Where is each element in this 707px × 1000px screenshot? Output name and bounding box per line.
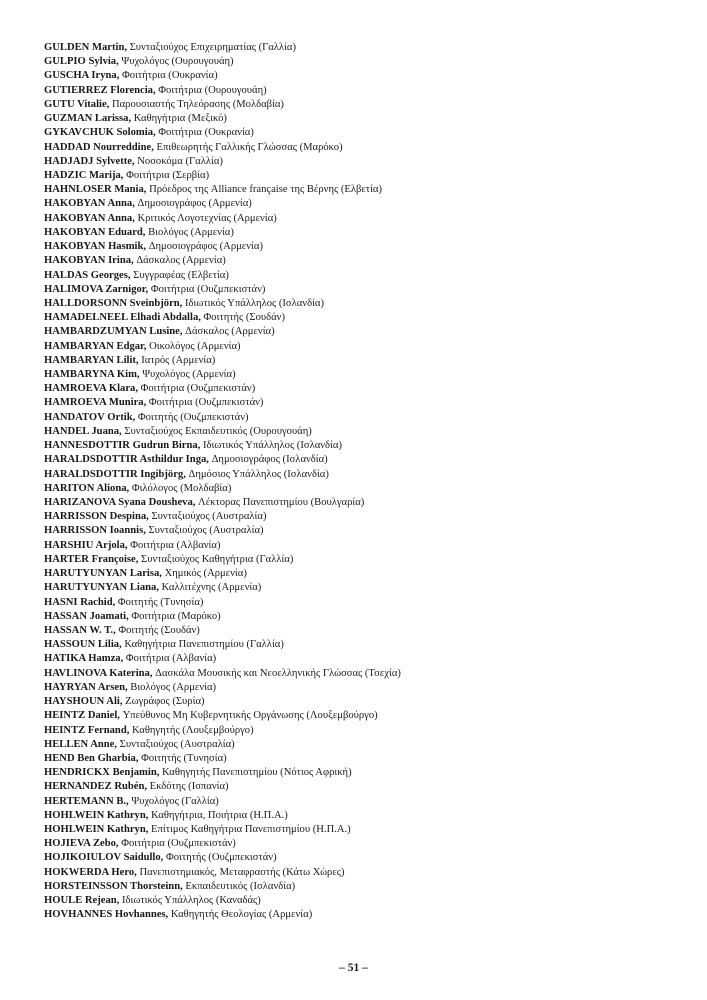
list-item — [44, 382, 684, 396]
list-item — [44, 439, 684, 453]
entry-name: GUTIERREZ Florencia, — [44, 84, 156, 96]
entry-description: Συνταξιούχος Επιχειρηματίας (Γαλλία) — [126, 42, 296, 53]
entry-description: Πανεπιστημιακός, Μεταφραστής (Κάτω Χώρες) — [136, 866, 345, 878]
entry-description: Νοσοκόμα (Γαλλία) — [134, 155, 223, 167]
entry-name: HASNI Rachid, — [44, 596, 116, 608]
entry-description: Εκπαιδευτικός (Ισλανδία) — [182, 880, 296, 892]
list-item — [44, 126, 684, 140]
entry-description: Φοιτητής (Τυνησία) — [138, 752, 227, 764]
entry-description: Συνταξιούχος (Αυστραλία) — [145, 525, 264, 537]
list-item — [44, 482, 684, 496]
list-item — [44, 766, 684, 780]
entry-name: HERTEMANN B., — [44, 795, 129, 807]
entry-name: HARALDSDOTTIR Asthildur Inga, — [44, 454, 209, 466]
entry-name: HAKOBYAN Irina, — [44, 255, 134, 267]
entry-name: HAKOBYAN Anna, — [44, 212, 135, 224]
entry-description: Συνταξιούχος (Αυστραλία) — [148, 511, 267, 523]
entry-description: Επίτιμος Καθηγήτρια Πανεπιστημίου (Η.Π.Α.) — [148, 824, 351, 836]
list-item — [44, 652, 684, 666]
entry-name: HATIKA Hamza, — [44, 653, 124, 665]
entry-description: Φοιτήτρια (Ουζμπεκιστάν) — [146, 397, 264, 409]
list-item — [44, 496, 684, 510]
entry-name: HARUTYUNYAN Liana, — [44, 582, 159, 594]
entry-name: HENDRICKX Benjamin, — [44, 767, 160, 779]
entry-description: Φοιτήτρια (Ουζμπεκιστάν) — [118, 838, 236, 850]
list-item — [44, 539, 684, 553]
entry-description: Φοιτητής (Ουζμπεκιστάν) — [135, 411, 249, 423]
list-item — [44, 396, 684, 410]
list-item — [44, 894, 684, 908]
entry-description: Εκδότης (Ισπανία) — [147, 781, 229, 793]
list-item — [44, 112, 684, 126]
entry-name: GUSCHA Iryna, — [44, 70, 120, 82]
entry-name: HALLDORSONN Sveinbjörn, — [44, 297, 183, 309]
list-item — [44, 695, 684, 709]
entry-description: Ζωγράφος (Συρία) — [122, 696, 205, 708]
entry-name: HAMROEVA Klara, — [44, 383, 138, 395]
list-item — [44, 155, 684, 169]
list-item — [44, 581, 684, 595]
list-item — [44, 837, 684, 851]
entry-description: Συνταξιούχος Καθηγήτρια (Γαλλία) — [138, 553, 294, 565]
entry-name: HALIMOVA Zarnigor, — [44, 283, 149, 295]
entry-description: Δημόσιος Υπάλληλος (Ισλανδία) — [185, 468, 329, 480]
list-item — [44, 681, 684, 695]
entry-description: Φοιτήτρια (Ουκρανία) — [119, 70, 218, 82]
entry-description: Καθηγητής Πανεπιστημίου (Νότιος Αφρική) — [159, 767, 352, 779]
list-item — [44, 596, 684, 610]
entry-description: Φοιτήτρια (Ουκρανία) — [155, 127, 254, 139]
entry-description: Φιλόλογος (Μολδαβία) — [129, 482, 232, 494]
entry-description: Φοιτήτρια (Ουζμπεκιστάν) — [148, 283, 266, 295]
entry-name: HORSTEINSSON Thorsteinn, — [44, 880, 183, 892]
list-item — [44, 41, 684, 55]
list-item — [44, 197, 684, 211]
list-item — [44, 340, 684, 354]
entry-name: HARTER Françoise, — [44, 553, 139, 565]
list-item — [44, 84, 684, 98]
entry-name: HOHLWEIN Kathryn, — [44, 809, 149, 821]
entry-name: HEINTZ Fernand, — [44, 724, 130, 736]
entry-description: Επιθεωρητής Γαλλικής Γλώσσας (Μαρόκο) — [153, 141, 343, 153]
entry-description: Δάσκαλος (Αρμενία) — [182, 326, 275, 338]
entry-description: Βιολόγος (Αρμενία) — [127, 681, 217, 693]
list-item — [44, 141, 684, 155]
list-item — [44, 169, 684, 183]
entry-description: Καθηγητής (Λουξεμβούργο) — [129, 724, 254, 736]
entry-description: Ψυχολόγος (Αρμενία) — [139, 369, 236, 381]
list-item — [44, 823, 684, 837]
list-item — [44, 638, 684, 652]
list-item — [44, 567, 684, 581]
entry-name: HADDAD Nourreddine, — [44, 141, 154, 153]
list-item — [44, 411, 684, 425]
list-item — [44, 795, 684, 809]
list-item — [44, 524, 684, 538]
entry-name: HOVHANNES Hovhannes, — [44, 909, 169, 921]
entry-name: HARSHIU Arjola, — [44, 539, 128, 551]
list-item — [44, 468, 684, 482]
entry-name: HADZIC Marija, — [44, 169, 124, 181]
entry-name: GYKAVCHUK Solomia, — [44, 127, 156, 139]
entry-name: HAMBARYAN Edgar, — [44, 340, 147, 352]
list-item — [44, 283, 684, 297]
list-item — [44, 240, 684, 254]
entry-name: HELLEN Anne, — [44, 738, 118, 750]
list-item — [44, 553, 684, 567]
list-item — [44, 667, 684, 681]
list-item — [44, 212, 684, 226]
entry-name: HOHLWEIN Kathryn, — [44, 824, 149, 836]
list-item — [44, 780, 684, 794]
entry-description: Κριτικός Λογοτεχνίας (Αρμενία) — [134, 212, 277, 224]
name-list — [44, 41, 684, 923]
entry-description: Πρόεδρος της Alliance française της Βέρνης (Ελβετία) — [146, 184, 382, 196]
entry-description: Δημοσιογράφος (Αρμενία) — [146, 241, 263, 253]
entry-name: HERNANDEZ Rubén, — [44, 781, 148, 793]
entry-name: HADJADJ Sylvette, — [44, 155, 135, 167]
list-item — [44, 851, 684, 865]
entry-name: HALDAS Georges, — [44, 269, 131, 281]
entry-name: GULDEN Martin, — [44, 42, 127, 53]
entry-description: Φοιτητής (Σουδάν) — [115, 624, 200, 636]
entry-name: HOJIKOIULOV Saidullo, — [44, 852, 164, 864]
list-item — [44, 325, 684, 339]
entry-description: Φοιτήτρια (Μαρόκο) — [128, 610, 221, 622]
list-item — [44, 610, 684, 624]
entry-description: Καθηγήτρια (Μεξικό) — [131, 113, 227, 125]
entry-description: Δάσκαλος (Αρμενία) — [133, 255, 226, 267]
entry-name: HEND Ben Gharbia, — [44, 752, 139, 764]
list-item — [44, 354, 684, 368]
entry-name: HAMADELNEEL Elhadi Abdalla, — [44, 312, 201, 324]
entry-name: HANDATOV Ortik, — [44, 411, 136, 423]
list-item — [44, 55, 684, 69]
list-item — [44, 254, 684, 268]
entry-name: HOKWERDA Hero, — [44, 866, 137, 878]
list-item — [44, 69, 684, 83]
page-number: – 51 – — [339, 962, 368, 974]
list-item — [44, 866, 684, 880]
list-item — [44, 908, 684, 922]
entry-name: HANDEL Juana, — [44, 425, 122, 437]
entry-name: HANNESDOTTIR Gudrun Birna, — [44, 440, 201, 452]
entry-description: Χημικός (Αρμενία) — [161, 568, 247, 580]
entry-name: HARIZANOVA Syana Dousheva, — [44, 497, 196, 508]
entry-description: Φοιτήτρια (Ουζμπεκιστάν) — [137, 383, 256, 395]
entry-name: HARALDSDOTTIR Ingibjörg, — [44, 468, 186, 480]
entry-name: HAVLINOVA Katerina, — [44, 667, 153, 679]
list-item — [44, 453, 684, 467]
entry-name: HAKOBYAN Eduard, — [44, 226, 146, 238]
list-item — [44, 624, 684, 638]
entry-description: Καθηγητής Θεολογίας (Αρμενία) — [168, 909, 313, 921]
entry-description: Ιδιωτικός Υπάλληλος (Ισλανδία) — [182, 297, 325, 309]
entry-description: Φοιτήτρια (Αλβανία) — [123, 653, 217, 665]
entry-description: Λέκτορας Πανεπιστημίου (Βουλγαρία) — [195, 497, 365, 508]
entry-name: GULPIO Sylvia, — [44, 56, 119, 68]
entry-name: HARITON Aliona, — [44, 482, 130, 494]
entry-description: Ιδιωτικός Υπάλληλος (Καναδάς) — [119, 895, 261, 907]
entry-description: Καθηγήτρια, Ποιήτρια (Η.Π.Α.) — [148, 809, 288, 821]
entry-description: Ψυχολόγος (Γαλλία) — [128, 795, 219, 807]
entry-description: Φοιτήτρια (Αλβανία) — [127, 539, 221, 551]
list-item — [44, 269, 684, 283]
list-item — [44, 724, 684, 738]
entry-description: Δασκάλα Μουσικής και Νεοελληνικής Γλώσσας (Τσεχία) — [152, 667, 401, 679]
entry-name: HAKOBYAN Hasmik, — [44, 241, 147, 253]
entry-name: HAYRYAN Arsen, — [44, 681, 128, 693]
entry-name: HOULE Rejean, — [44, 895, 120, 907]
entry-name: HAMBARYNA Kim, — [44, 369, 140, 381]
entry-name: HOJIEVA Zebo, — [44, 838, 119, 850]
list-item — [44, 880, 684, 894]
entry-name: HASSOUN Lilia, — [44, 639, 122, 651]
list-item — [44, 297, 684, 311]
entry-description: Καλλιτέχνης (Αρμενία) — [158, 582, 262, 594]
entry-description: Συνταξιούχος (Αυστραλία) — [117, 738, 235, 750]
entry-description: Φοιτήτρια (Σερβία) — [123, 169, 210, 181]
entry-name: HAKOBYAN Anna, — [44, 198, 135, 210]
list-item — [44, 425, 684, 439]
entry-description: Ιατρός (Αρμενία) — [138, 354, 216, 366]
entry-name: HAYSHOUN Ali, — [44, 696, 123, 708]
list-item — [44, 183, 684, 197]
entry-name: HAHNLOSER Mania, — [44, 184, 147, 196]
entry-description: Φοιτήτρια (Ουρουγουάη) — [155, 84, 267, 96]
entry-name: HARUTYUNYAN Larisa, — [44, 568, 162, 580]
list-item — [44, 809, 684, 823]
entry-description: Ψυχολόγος (Ουρουγουάη) — [118, 56, 234, 68]
entry-name: HAMBARYAN Lilit, — [44, 354, 139, 366]
entry-description: Φοιτητής (Τυνησία) — [115, 596, 204, 608]
list-item — [44, 752, 684, 766]
list-item — [44, 311, 684, 325]
entry-description: Ιδιωτικός Υπάλληλος (Ισλανδία) — [200, 440, 342, 452]
entry-name: HAMROEVA Munira, — [44, 397, 147, 409]
entry-description: Δημοσιογράφος (Ισλανδία) — [208, 454, 328, 466]
list-item — [44, 226, 684, 240]
list-item — [44, 738, 684, 752]
entry-description: Φοιτητής (Ουζμπεκιστάν) — [163, 852, 277, 864]
list-item — [44, 510, 684, 524]
list-item — [44, 98, 684, 112]
entry-description: Υπεύθυνος Μη Κυβερνητικής Οργάνωσης (Λουξεμβούργο) — [119, 710, 378, 722]
entry-description: Δημοσιογράφος (Αρμενία) — [134, 198, 252, 210]
entry-name: GUTU Vitalie, — [44, 98, 110, 110]
entry-description: Καθηγήτρια Πανεπιστημίου (Γαλλία) — [121, 639, 284, 651]
entry-description: Συνταξιούχος Εκπαιδευτικός (Ουρουγουάη) — [121, 425, 312, 437]
list-item — [44, 709, 684, 723]
list-item — [44, 368, 684, 382]
entry-description: Βιολόγος (Αρμενία) — [145, 226, 234, 238]
entry-name: GUZMAN Larissa, — [44, 113, 132, 125]
entry-name: HASSAN Joamati, — [44, 610, 129, 622]
entry-description: Παρουσιαστής Τηλεόρασης (Μολδαβία) — [109, 98, 284, 110]
entry-name: HARRISSON Despina, — [44, 511, 149, 523]
entry-description: Συγγραφέας (Ελβετία) — [130, 269, 229, 281]
entry-name: HARRISSON Ioannis, — [44, 525, 146, 537]
entry-description: Φοιτητής (Σουδάν) — [200, 312, 285, 324]
entry-description: Οικολόγος (Αρμενία) — [146, 340, 241, 352]
entry-name: HASSAN W. T., — [44, 624, 116, 636]
entry-name: HEINTZ Daniel, — [44, 710, 120, 722]
entry-name: HAMBARDZUMYAN Lusine, — [44, 326, 183, 338]
